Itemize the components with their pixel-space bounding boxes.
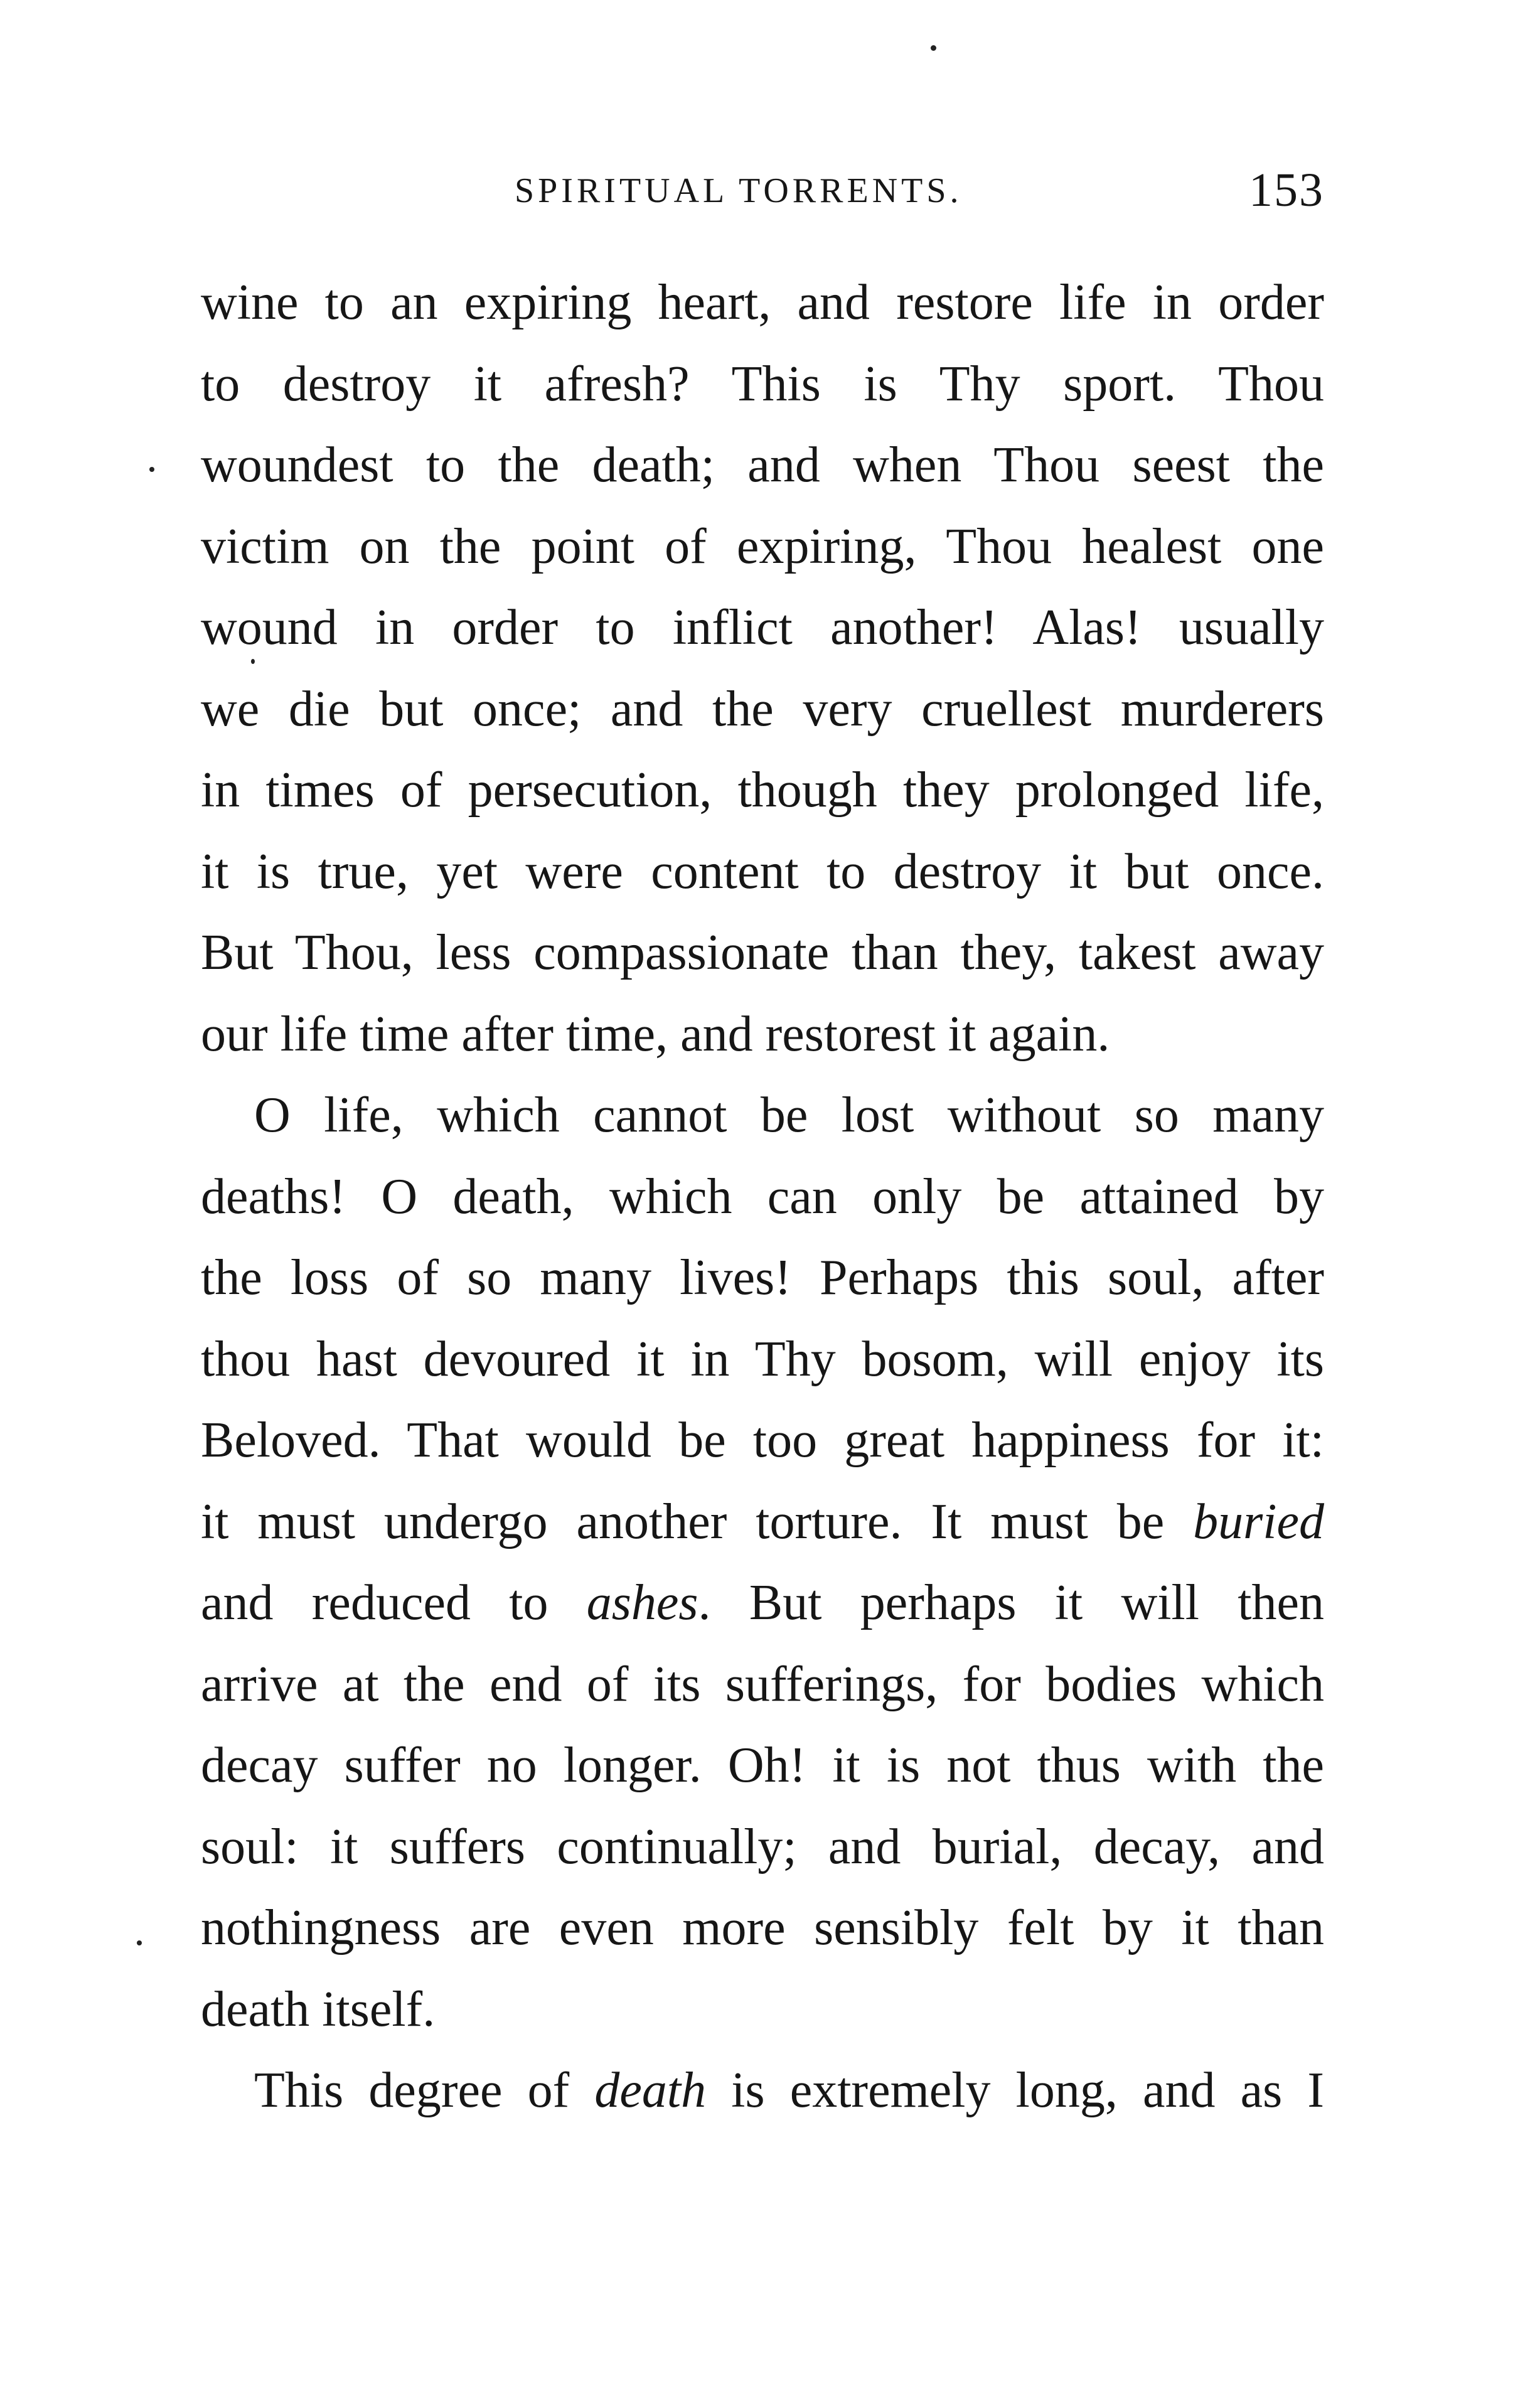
text-line xyxy=(201,1563,1324,1644)
text-segment: it is true, yet were content to destroy it but once. xyxy=(201,843,1324,899)
text-line xyxy=(201,669,1324,751)
text-line xyxy=(201,1725,1324,1807)
italic-word: buried xyxy=(1193,1494,1324,1549)
text-segment: and reduced to xyxy=(201,1575,587,1630)
text-line xyxy=(201,1644,1324,1726)
text-segment: . But perhaps it will then xyxy=(698,1575,1324,1630)
text-line xyxy=(201,912,1324,994)
text-line xyxy=(201,994,1324,1076)
text-segment: But Thou, less compassionate than they, takest away xyxy=(201,925,1324,980)
text-segment: soul: it suffers continually; and burial, decay, and xyxy=(201,1819,1324,1875)
text-segment: arrive at the end of its sufferings, for bodies which xyxy=(201,1656,1324,1712)
text-segment: death itself. xyxy=(201,1981,436,2037)
body-text xyxy=(201,262,1324,2132)
text-segment: we die but once; and the very cruellest murderers xyxy=(201,681,1324,737)
scan-speck xyxy=(149,467,154,472)
text-line xyxy=(201,344,1324,425)
scan-speck xyxy=(931,45,936,51)
text-segment: to destroy it afresh? This is Thy sport. Thou xyxy=(201,356,1324,412)
text-line xyxy=(201,506,1324,588)
text-segment: wine to an expiring heart, and restore life in order xyxy=(201,275,1324,330)
text-line xyxy=(201,1482,1324,1563)
text-line xyxy=(201,1157,1324,1238)
text-line xyxy=(201,262,1324,344)
text-segment: in times of persecution, though they prolonged life, xyxy=(201,762,1324,818)
scan-speck xyxy=(137,1940,142,1945)
text-line xyxy=(201,750,1324,832)
page-number: 153 xyxy=(1249,164,1324,217)
scan-speck xyxy=(251,659,255,664)
italic-word: ashes xyxy=(586,1575,698,1630)
text-line xyxy=(201,832,1324,913)
text-segment: our life time after time, and restorest it again. xyxy=(201,1006,1110,1062)
text-line xyxy=(201,1888,1324,1969)
text-segment: it must undergo another torture. It must be xyxy=(201,1494,1194,1549)
text-segment: nothingness are even more sensibly felt by it than xyxy=(201,1900,1324,1955)
text-line xyxy=(201,1319,1324,1401)
text-segment: woundest to the death; and when Thou seest the xyxy=(201,437,1324,493)
text-segment: This degree of xyxy=(254,2063,595,2118)
text-segment: thou hast devoured it in Thy bosom, will enjoy its xyxy=(201,1331,1324,1387)
text-segment: victim on the point of expiring, Thou healest one xyxy=(201,518,1324,574)
text-segment: the loss of so many lives! Perhaps this soul, after xyxy=(201,1250,1324,1305)
italic-word: death xyxy=(594,2063,707,2118)
text-line xyxy=(201,1400,1324,1482)
text-segment: wound in order to inflict another! Alas! usually xyxy=(201,600,1324,655)
text-segment: deaths! O death, which can only be attained by xyxy=(201,1169,1324,1224)
running-head xyxy=(201,164,1324,218)
text-line xyxy=(201,1238,1324,1319)
text-line xyxy=(201,2050,1324,2132)
running-title: SPIRITUAL TORRENTS. xyxy=(515,171,963,210)
text-segment: decay suffer no longer. Oh! it is not thus with the xyxy=(201,1738,1324,1793)
text-segment: O life, which cannot be lost without so many xyxy=(254,1088,1324,1143)
text-line xyxy=(201,587,1324,669)
text-line xyxy=(201,1075,1324,1157)
text-segment: Beloved. That would be too great happiness for it: xyxy=(201,1413,1324,1468)
text-line xyxy=(201,1807,1324,1888)
text-segment: is extremely long, and as I xyxy=(706,2063,1325,2118)
text-line xyxy=(201,425,1324,506)
text-line xyxy=(201,1969,1324,2051)
